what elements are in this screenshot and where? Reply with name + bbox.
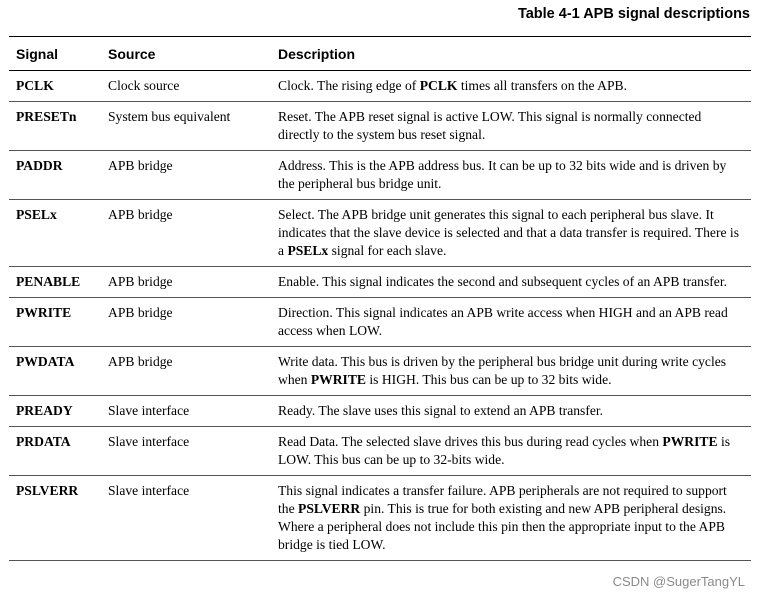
description-text: Reset. The APB reset signal is active LOW. This signal is normally connected directly to the system bus reset signal. [278,109,702,142]
source-cell: APB bridge [108,158,173,173]
source-cell: Clock source [108,78,180,93]
description-cell [271,427,751,476]
apb-signal-table [9,36,751,561]
source-cell: Slave interface [108,434,190,449]
table-row [9,347,751,396]
source-cell: APB bridge [108,305,173,320]
table-header [9,37,751,71]
description-cell [271,267,751,298]
table-row [9,427,751,476]
table-row [9,267,751,298]
description-cell [271,102,751,151]
table-row [9,102,751,151]
source-cell: APB bridge [108,354,173,369]
source-cell: APB bridge [108,207,173,222]
source-cell: Slave interface [108,483,190,498]
description-text: Enable. This signal indicates the second and subsequent cycles of an APB transfer. [278,274,727,289]
signal-cell: PRESETn [16,109,77,124]
signal-cell: PENABLE [16,274,81,289]
signal-cell: PCLK [16,78,54,93]
description-text: Clock. The rising edge of [278,78,420,93]
signal-reference: PWRITE [310,372,366,387]
signal-reference: PCLK [419,78,458,93]
description-cell [271,298,751,347]
description-text: is LOW. This bus can be up to 32-bits wide. [278,434,731,467]
description-cell [271,347,751,396]
description-text: Read Data. The selected slave drives this bus during read cycles when [278,434,663,449]
description-text: is HIGH. This bus can be up to 32 bits wide. [365,372,612,387]
description-cell [271,396,751,427]
signal-cell: PSLVERR [16,483,79,498]
table-caption: Table 4-1 APB signal descriptions [517,6,750,22]
signal-reference: PSLVERR [298,501,361,516]
signal-cell: PRDATA [16,434,71,449]
table-row [9,298,751,347]
source-cell: System bus equivalent [108,109,231,124]
description-text: Write data. This bus is driven by the peripheral bus bridge unit during write cycles when [278,354,727,387]
signal-reference: PSELx [287,243,329,258]
description-text: pin. This is true for both existing and new APB peripheral designs. Where a peripheral does not include this pin then the appropriate input to the APB bridge is tied LOW. [278,501,727,552]
table-row [9,396,751,427]
header-row [9,37,751,71]
source-cell: Slave interface [108,403,190,418]
signal-cell: PREADY [16,403,73,418]
signal-cell: PADDR [16,158,63,173]
signal-cell: PWRITE [16,305,72,320]
description-text: Select. The APB bridge unit generates this signal to each peripheral bus slave. It indicates that the slave device is selected and that a data transfer is required. There is a [278,207,739,258]
table-row [9,476,751,561]
header-signal: Signal [16,46,59,62]
signal-cell: PSELx [16,207,57,222]
table-body [9,71,751,561]
description-cell [271,200,751,267]
signal-cell: PWDATA [16,354,75,369]
description-cell [271,71,751,102]
description-cell [271,476,751,561]
description-text: This signal indicates a transfer failure. APB peripherals are not required to support the [278,483,727,516]
description-text: Address. This is the APB address bus. It can be up to 32 bits wide and is driven by the peripheral bus bridge unit. [278,158,727,191]
table-row [9,200,751,267]
table-row [9,151,751,200]
description-text: Direction. This signal indicates an APB write access when HIGH and an APB read access when LOW. [278,305,728,338]
header-description: Description [278,46,356,62]
description-text: times all transfers on the APB. [457,78,627,93]
description-cell [271,151,751,200]
description-text: Ready. The slave uses this signal to extend an APB transfer. [278,403,604,418]
source-cell: APB bridge [108,274,173,289]
signal-reference: PWRITE [662,434,718,449]
header-source: Source [108,46,156,62]
watermark: CSDN @SugerTangYL [612,574,745,589]
description-text: signal for each slave. [328,243,447,258]
table-row [9,71,751,102]
